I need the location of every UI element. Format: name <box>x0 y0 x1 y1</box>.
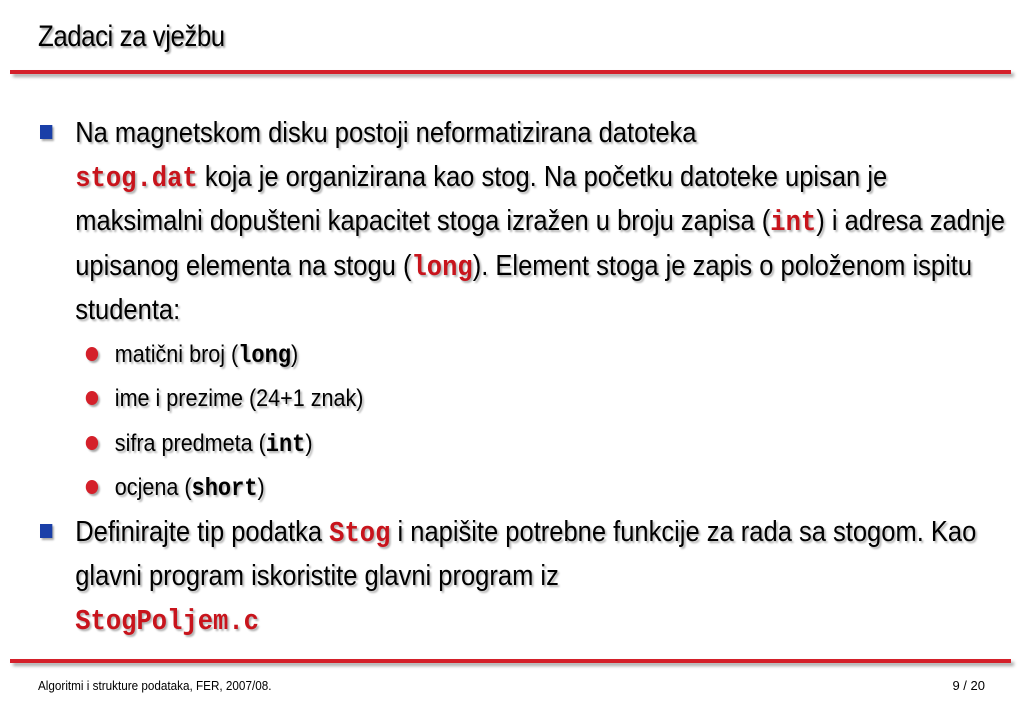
round-bullet-icon <box>86 480 98 494</box>
title-divider <box>10 70 1011 74</box>
sub-bullet-text: ime i prezime (24+1 znak) <box>114 385 364 412</box>
bullet-2-code-filename: StogPoljem.c <box>75 604 259 638</box>
bullet-1-text-3: ) i adresa zadnje upisanog elementa na stogu ( <box>75 205 1005 282</box>
page-number: 9 / 20 <box>952 678 985 693</box>
sub-bullet-text: sifra predmeta ( <box>114 429 266 457</box>
bullet-2-text-1: Definirajte tip podatka <box>75 515 330 548</box>
slide-title: Zadaci za vježbu <box>38 20 225 53</box>
bullet-2-text-2: i napišite potrebne funkcije za rada sa stogom. Kao glavni program iskoristite glavni program iz <box>75 515 977 592</box>
sub-bullet-end: ) <box>291 340 299 368</box>
sub-bullet-item <box>40 377 1008 422</box>
square-bullet-icon <box>40 125 52 139</box>
round-bullet-icon <box>86 347 98 361</box>
sub-bullet-code: short <box>191 474 258 503</box>
round-bullet-icon <box>86 436 98 450</box>
sub-bullet-code: long <box>238 340 292 370</box>
bullet-item-2 <box>40 511 1008 644</box>
bullet-1-code-int: int <box>770 206 817 239</box>
bullet-item-1 <box>40 112 1008 333</box>
bullet-1-text-2: koja je organizirana kao stog. Na početku datoteke upisan je maksimalni dopušteni kapacitet stoga izražen u broju zapisa ( <box>75 160 888 237</box>
round-bullet-icon <box>86 391 98 405</box>
sub-bullet-code: int <box>265 429 306 459</box>
sub-bullet-text: ocjena ( <box>114 474 192 501</box>
footer-divider <box>10 659 1011 663</box>
bullet-2-code-type: Stog <box>329 516 391 550</box>
slide-content <box>40 112 1008 643</box>
footer-course: Algoritmi i strukture podataka, FER, 2007/08. <box>38 678 272 693</box>
sub-bullet-end: ) <box>305 429 313 457</box>
sub-bullet-item <box>40 466 1008 511</box>
sub-bullet-end: ) <box>257 474 265 501</box>
sub-bullet-item <box>40 422 1008 467</box>
sub-bullet-text: matični broj ( <box>114 340 239 368</box>
bullet-1-code-filename: stog.dat <box>75 161 198 195</box>
sub-bullet-item <box>40 333 1008 378</box>
square-bullet-icon <box>40 524 52 538</box>
slide-body <box>40 112 1015 643</box>
bullet-1-text-1: Na magnetskom disku postoji neformatizirana datoteka <box>75 117 697 149</box>
bullet-1-text-4: ). Element stoga je zapis o položenom ispitu studenta: <box>75 249 973 326</box>
bullet-1-code-long: long <box>411 250 473 284</box>
